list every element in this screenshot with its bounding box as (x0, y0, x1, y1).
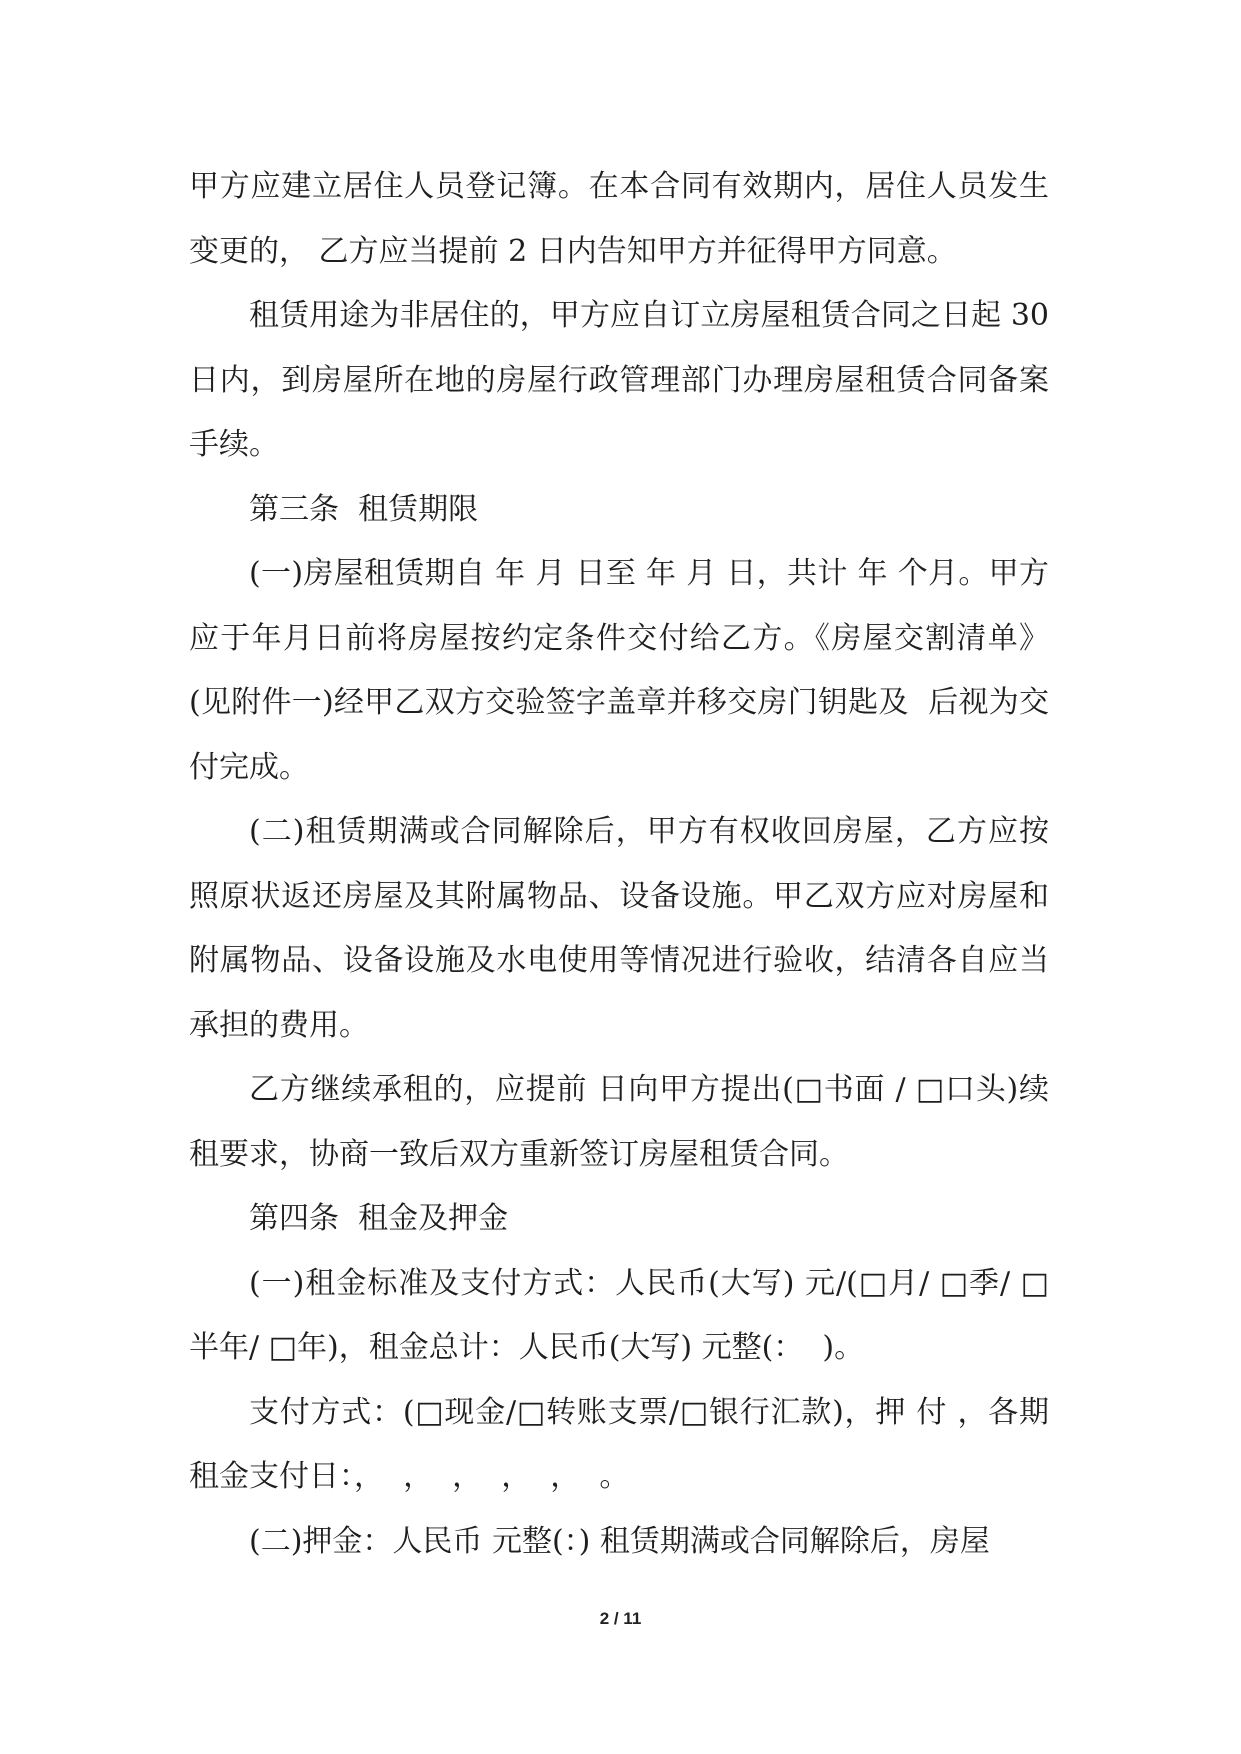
paragraph-lease-expiry: (二)租赁期满或合同解除后，甲方有权收回房屋，乙方应按照原状返还房屋及其附属物品、设备设施。甲乙双方应对房屋和附属物品、设备设施及水电使用等情况进行验收，结清各自应当承担的费用。 (189, 814, 1049, 1043)
heading-article-4: 第四条 租金及押金 (249, 1201, 509, 1236)
document-body (189, 155, 1059, 1574)
paragraph-payment-method: 支付方式：(□现金/□转账支票/□银行汇款)，押 付 ，各期租金支付日：， ， ， ， ， 。 (189, 1394, 1049, 1494)
paragraph-deposit: (二)押金：人民币 元整(：) 租赁期满或合同解除后，房屋 (249, 1523, 990, 1559)
paragraph-lease-renewal: 乙方继续承租的，应提前 日向甲方提出(□书面 / □口头)续租要求，协商一致后双方重新签订房屋租赁合同。 (189, 1072, 1049, 1172)
paragraph-residents-register: 甲方应建立居住人员登记簿。在本合同有效期内，居住人员发生变更的， 乙方应当提前 2 日内告知甲方并征得甲方同意。 (189, 169, 1049, 269)
paragraph-rent-standard: (一)租金标准及支付方式：人民币(大写) 元/(□月/ □季/ □半年/ □年)，租金总计：人民币(大写) 元整(： )。 (189, 1265, 1049, 1365)
page-number: 2 / 11 (599, 1609, 642, 1628)
paragraph-lease-term: (一)房屋租赁期自 年 月 日至 年 月 日，共计 年 个月。甲方应于年月日前将房屋按约定条件交付给乙方。《房屋交割清单》(见附件一)经甲乙双方交验签字盖章并移交房门钥匙及 后视为交付完成。 (189, 556, 1049, 785)
paragraph-non-residential-filing: 租赁用途为非居住的，甲方应自订立房屋租赁合同之日起 30 日内，到房屋所在地的房屋行政管理部门办理房屋租赁合同备案手续。 (189, 298, 1059, 462)
heading-article-3: 第三条 租赁期限 (249, 491, 479, 527)
